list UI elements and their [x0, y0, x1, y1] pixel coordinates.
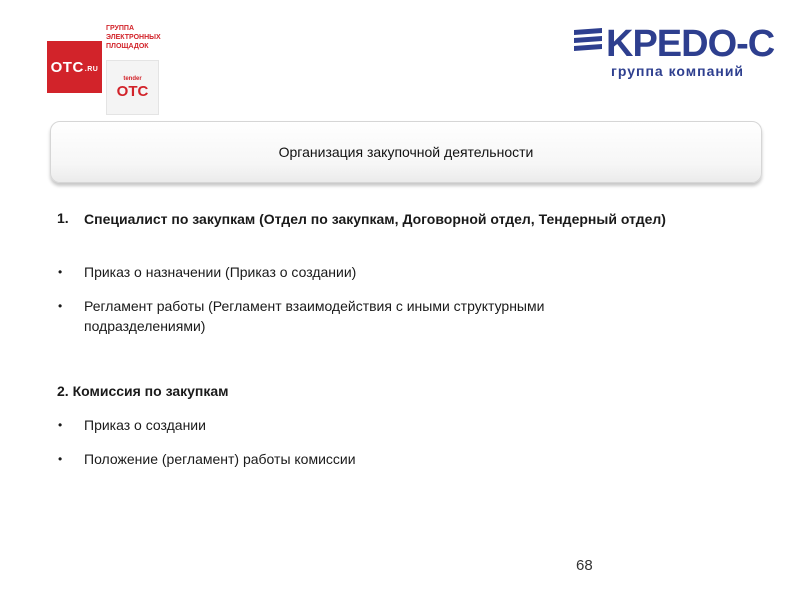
kredo-stripes-icon [572, 26, 604, 56]
section-heading: Специалист по закупкам (Отдел по закупкам, Договорной отдел, Тендерный отдел) [84, 211, 666, 227]
tender-logo-big-text: OTC [116, 82, 149, 100]
otc-group-line: ЭЛЕКТРОННЫХ [106, 34, 161, 41]
list-item: Регламент работы (Регламент взаимодействия с иными структурными подразделениями) [84, 298, 545, 334]
page-number: 68 [576, 557, 593, 574]
otc-group-line: ПЛОЩАДОК [106, 43, 149, 50]
otc-group-caption [106, 24, 186, 51]
section-heading: 2. Комиссия по закупкам [57, 383, 229, 399]
list-item: Положение (регламент) работы комиссии [84, 451, 356, 467]
tender-logo-small-text: tender [123, 75, 142, 82]
list-item: Приказ о создании [84, 417, 206, 433]
kredo-logo-name: KPEDO-C [606, 23, 775, 65]
bullet-marker: • [58, 418, 63, 432]
bullet-marker: • [58, 299, 63, 313]
section-number: 1. [57, 210, 69, 226]
kredo-logo-subtitle: группа компаний [611, 63, 745, 79]
kredo-logo [570, 20, 785, 80]
otc-group-line: ГРУППА [106, 25, 135, 32]
bullet-marker: • [58, 452, 63, 466]
bullet-marker: • [58, 265, 63, 279]
list-item: Приказ о назначении (Приказ о создании) [84, 264, 357, 280]
title-banner [50, 121, 762, 183]
page-title: Организация закупочной деятельности [278, 144, 534, 160]
otc-ru-logo [47, 41, 102, 93]
otc-tender-logo [106, 60, 159, 115]
otc-logo-text: OTC [50, 58, 84, 76]
otc-logo-suffix: .RU [84, 65, 99, 73]
